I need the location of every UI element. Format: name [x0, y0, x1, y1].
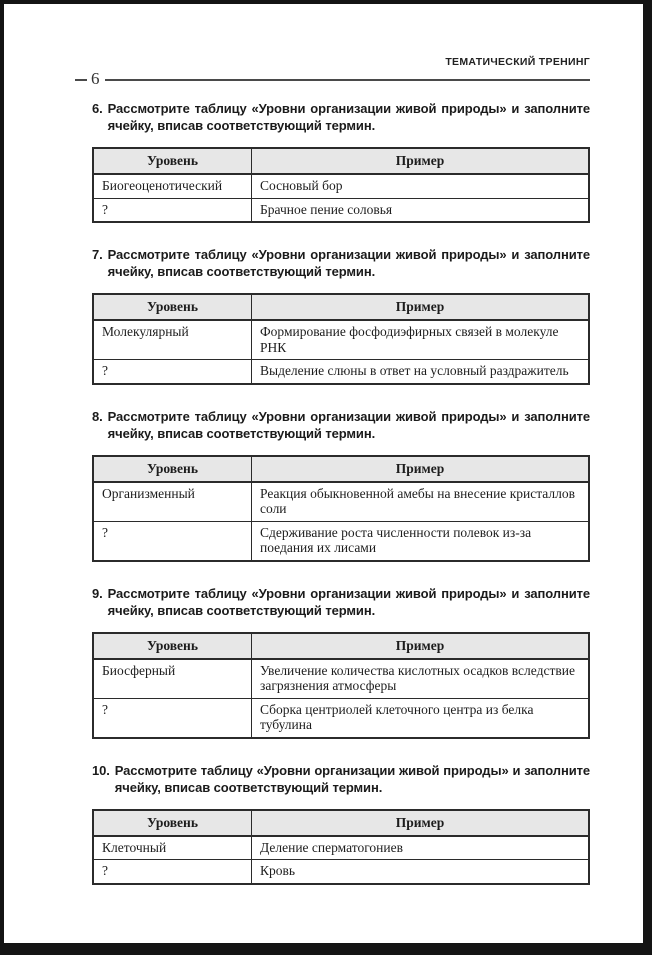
- question-number: 6.: [92, 101, 103, 116]
- column-header-example: Пример: [252, 633, 590, 659]
- table-header-row: [93, 810, 589, 836]
- table-row: [93, 659, 589, 699]
- question-block-9: [92, 585, 590, 739]
- cell-level: ?: [93, 198, 252, 222]
- column-header-level: Уровень: [93, 633, 252, 659]
- cell-example: Увеличение количества кислотных осадков вследствие загрязнения атмосферы: [252, 659, 590, 699]
- cell-level: ?: [93, 698, 252, 738]
- cell-level: ?: [93, 521, 252, 561]
- question-number: 8.: [92, 408, 103, 424]
- column-header-level: Уровень: [93, 148, 252, 174]
- cell-example: Формирование фосфодиэфирных связей в молекуле РНК: [252, 320, 590, 360]
- question-text: Рассмотрите таблицу «Уровни организации живой природы» и заполните ячейку, вписав соответствующий термин.: [107, 101, 590, 133]
- table-row: [93, 360, 589, 384]
- cell-level: Организменный: [93, 482, 252, 522]
- cell-level: Клеточный: [93, 836, 252, 860]
- scanned-page: [4, 4, 643, 943]
- cell-example: Брачное пение соловья: [252, 198, 590, 222]
- question-block-10: [92, 762, 590, 885]
- question-number: 10.: [92, 762, 110, 778]
- cell-example: Сдерживание роста численности полевок из-за поедания их лисами: [252, 521, 590, 561]
- levels-table: [92, 455, 590, 562]
- question-text: Рассмотрите таблицу «Уровни организации живой природы» и заполните ячейку, вписав соответствующий термин.: [107, 585, 590, 618]
- table-header-row: [93, 633, 589, 659]
- table-row: [93, 320, 589, 360]
- table-row: [93, 198, 589, 222]
- question-number: 9.: [92, 585, 103, 601]
- column-header-example: Пример: [252, 148, 590, 174]
- question-heading: [92, 408, 590, 442]
- cell-example: Деление сперматогониев: [252, 836, 590, 860]
- table-row: [93, 521, 589, 561]
- page-content: [92, 4, 590, 885]
- cell-level: ?: [93, 360, 252, 384]
- cell-level: Молекулярный: [93, 320, 252, 360]
- question-number: 7.: [92, 247, 103, 262]
- cell-level: Биосферный: [93, 659, 252, 699]
- table-row: [93, 836, 589, 860]
- levels-table: [92, 147, 590, 223]
- cell-example: Реакция обыкновенной амебы на внесение кристаллов соли: [252, 482, 590, 522]
- table-header-row: [93, 456, 589, 482]
- table-row: [93, 174, 589, 198]
- question-heading: [92, 762, 590, 796]
- levels-table: [92, 809, 590, 885]
- question-block-6: [92, 100, 590, 223]
- column-header-example: Пример: [252, 294, 590, 320]
- column-header-level: Уровень: [93, 810, 252, 836]
- question-block-8: [92, 408, 590, 562]
- column-header-example: Пример: [252, 456, 590, 482]
- table-row: [93, 860, 589, 884]
- levels-table: [92, 632, 590, 739]
- question-heading: [92, 585, 590, 619]
- cell-level: ?: [93, 860, 252, 884]
- question-block-7: [92, 246, 590, 385]
- table-row: [93, 482, 589, 522]
- running-head: ТЕМАТИЧЕСКИЙ ТРЕНИНГ: [445, 56, 590, 68]
- page-number: 6: [91, 69, 100, 88]
- table-header-row: [93, 294, 589, 320]
- cell-example: Сборка центриолей клеточного центра из белка тубулина: [252, 698, 590, 738]
- folio-dash: [75, 79, 87, 81]
- column-header-level: Уровень: [93, 294, 252, 320]
- question-text: Рассмотрите таблицу «Уровни организации живой природы» и заполните ячейку, вписав соответствующий термин.: [107, 408, 590, 441]
- cell-example: Кровь: [252, 860, 590, 884]
- cell-example: Сосновый бор: [252, 174, 590, 198]
- cell-example: Выделение слюны в ответ на условный раздражитель: [252, 360, 590, 384]
- cell-level: Биогеоценотический: [93, 174, 252, 198]
- question-heading: [92, 246, 590, 280]
- table-row: [93, 698, 589, 738]
- column-header-example: Пример: [252, 810, 590, 836]
- question-heading: [92, 100, 590, 134]
- levels-table: [92, 293, 590, 385]
- question-text: Рассмотрите таблицу «Уровни организации живой природы» и заполните ячейку, вписав соответствующий термин.: [107, 247, 590, 279]
- column-header-level: Уровень: [93, 456, 252, 482]
- table-header-row: [93, 148, 589, 174]
- question-text: Рассмотрите таблицу «Уровни организации живой природы» и заполните ячейку, вписав соответствующий термин.: [114, 762, 590, 795]
